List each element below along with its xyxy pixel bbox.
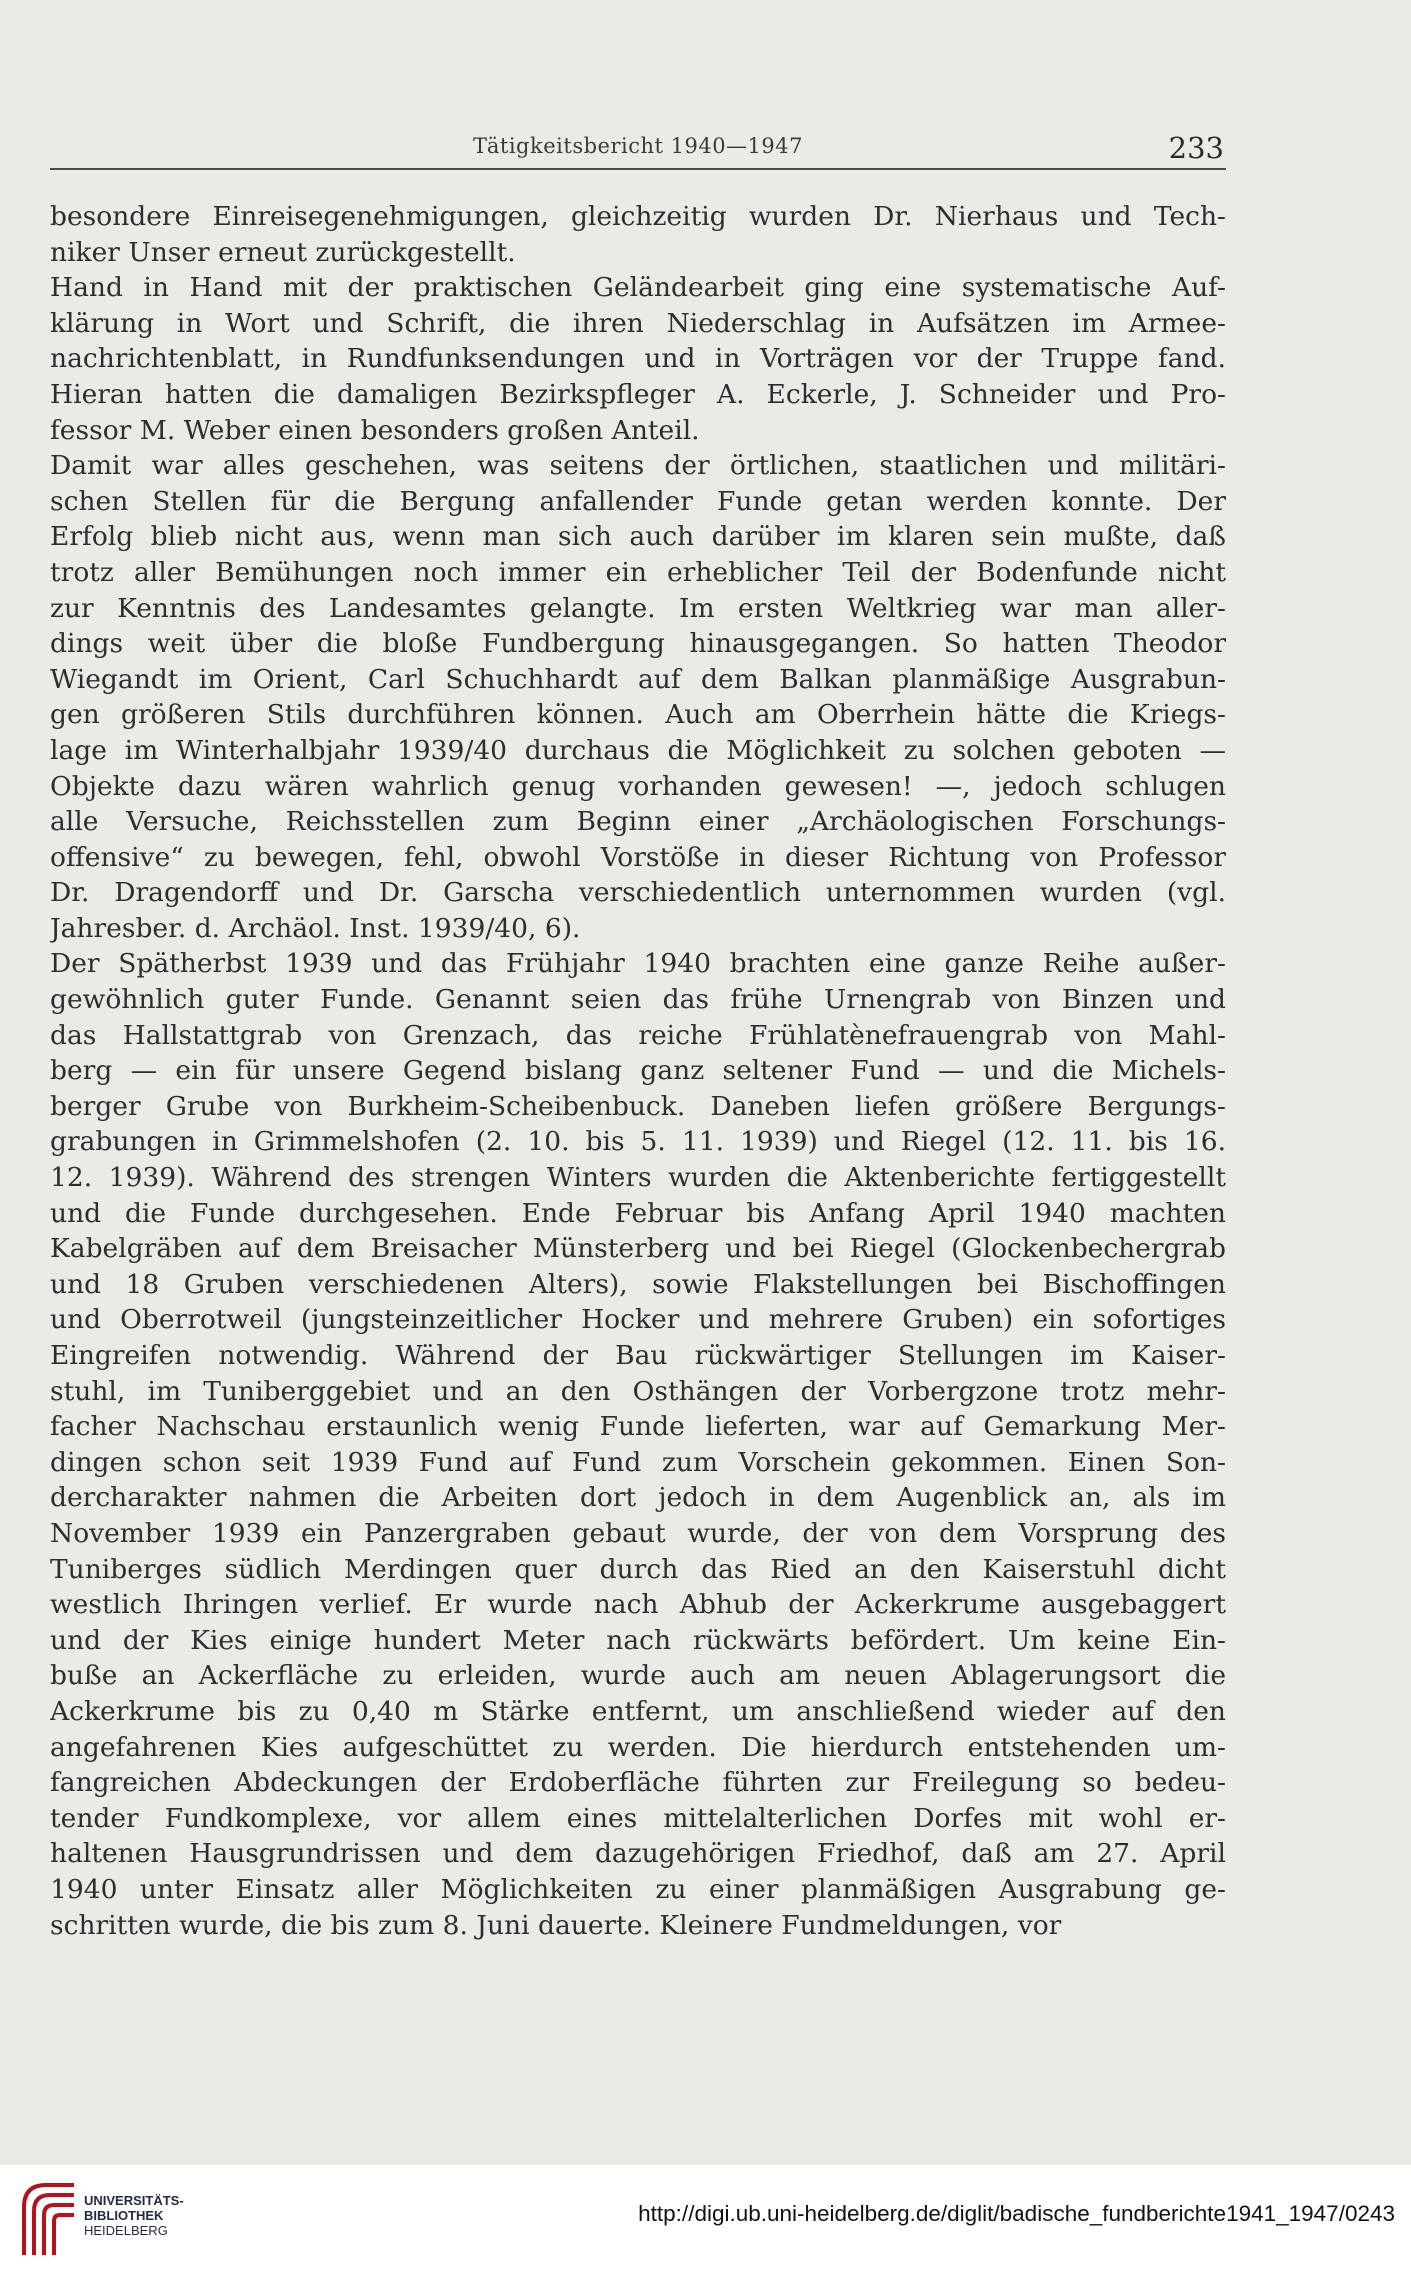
text-line: 1940 unter Einsatz aller Möglichkeiten zu einer planmäßigen Ausgrabung ge- — [50, 1873, 1226, 1905]
text-line: Jahresber. d. Archäol. Inst. 1939/40, 6). — [50, 912, 581, 944]
text-line: Objekte dazu wären wahrlich genug vorhanden gewesen! —, jedoch schlugen — [50, 770, 1226, 802]
text-line: 12. 1939). Während des strengen Winters wurden die Aktenberichte fertiggestellt — [50, 1162, 1226, 1194]
text-line: alle Versuche, Reichsstellen zum Beginn einer „Archäologischen Forschungs- — [50, 806, 1226, 838]
text-line: schritten wurde, die bis zum 8. Juni dauerte. Kleinere Fundmeldungen, vor — [50, 1909, 1062, 1941]
text-line: angefahrenen Kies aufgeschüttet zu werden. Die hierdurch entstehenden um- — [50, 1731, 1226, 1763]
text-line: berg — ein für unsere Gegend bislang ganz seltener Fund — und die Michels- — [50, 1055, 1226, 1087]
text-line: trotz aller Bemühungen noch immer ein erheblicher Teil der Bodenfunde nicht — [50, 556, 1226, 588]
page-number: 233 — [1168, 131, 1224, 165]
text-line: grabungen in Grimmelshofen (2. 10. bis 5. 11. 1939) und Riegel (12. 11. bis 16. — [50, 1126, 1226, 1158]
text-line: Dr. Dragendorff und Dr. Garscha verschiedentlich unternommen wurden (vgl. — [50, 877, 1226, 909]
text-line: das Hallstattgrab von Grenzach, das reiche Frühlatènefrauengrab von Mahl- — [50, 1019, 1226, 1051]
text-line: gen größeren Stils durchführen können. Auch am Oberrhein hätte die Kriegs- — [50, 699, 1226, 731]
text-line: Damit war alles geschehen, was seitens der örtlichen, staatlichen und militäri- — [50, 450, 1226, 482]
paragraph — [50, 270, 1226, 448]
text-line: Eingreifen notwendig. Während der Bau rückwärtiger Stellungen im Kaiser- — [50, 1340, 1226, 1371]
text-line: offensive“ zu bewegen, fehl, obwohl Vorstöße in dieser Richtung von Professor — [50, 841, 1226, 873]
text-line: facher Nachschau erstaunlich wenig Funde lieferten, war auf Gemarkung Mer- — [50, 1411, 1226, 1443]
text-line: besondere Einreisegenehmigungen, gleichzeitig wurden Dr. Nierhaus und Tech- — [50, 201, 1226, 232]
text-line: November 1939 ein Panzergraben gebaut wurde, der von dem Vorsprung des — [50, 1517, 1226, 1549]
text-line: berger Grube von Burkheim-Scheibenbuck. Daneben liefen größere Bergungs- — [50, 1090, 1226, 1122]
text-line: Tuniberges südlich Merdingen quer durch das Ried an den Kaiserstuhl dicht — [50, 1553, 1226, 1585]
running-head — [50, 128, 1226, 170]
source-url-link[interactable]: http://digi.ub.uni-heidelberg.de/diglit/badische_fundberichte1941_1947/0243 — [638, 2201, 1395, 2226]
library-name-line1: UNIVERSITÄTS- — [84, 2193, 184, 2208]
running-title: Tätigkeitsbericht 1940—1947 — [472, 134, 804, 158]
text-line: lage im Winterhalbjahr 1939/40 durchaus die Möglichkeit zu solchen geboten — — [50, 734, 1226, 766]
text-line: dingen schon seit 1939 Fund auf Fund zum Vorschein gekommen. Einen Son- — [50, 1446, 1226, 1478]
text-line: gewöhnlich guter Funde. Genannt seien das frühe Urnengrab von Binzen und — [50, 984, 1226, 1016]
text-line: und die Funde durchgesehen. Ende Februar bis Anfang April 1940 machten — [50, 1197, 1226, 1229]
text-line: Kabelgräben auf dem Breisacher Münsterberg und bei Riegel (Glockenbechergrab — [50, 1233, 1226, 1265]
footer — [0, 2165, 1411, 2273]
text-line: Hieran hatten die damaligen Bezirkspfleger A. Eckerle, J. Schneider und Pro- — [50, 378, 1226, 410]
text-line: und Oberrotweil (jungsteinzeitlicher Hocker und mehrere Gruben) ein sofortiges — [50, 1304, 1226, 1336]
text-line: Der Spätherbst 1939 und das Frühjahr 1940 brachten eine ganze Reihe außer- — [50, 948, 1226, 980]
text-line: Hand in Hand mit der praktischen Geländearbeit ging eine systematische Auf- — [50, 272, 1226, 304]
text-line: dercharakter nahmen die Arbeiten dort jedoch in dem Augenblick an, als im — [50, 1482, 1226, 1514]
text-line: Erfolg blieb nicht aus, wenn man sich auch darüber im klaren sein mußte, daß — [50, 521, 1226, 553]
text-line: haltenen Hausgrundrissen und dem dazugehörigen Friedhof, daß am 27. April — [50, 1838, 1226, 1870]
text-line: tender Fundkomplexe, vor allem eines mittelalterlichen Dorfes mit wohl er- — [50, 1802, 1226, 1834]
text-line: und der Kies einige hundert Meter nach rückwärts befördert. Um keine Ein- — [50, 1624, 1226, 1656]
library-name-line3: HEIDELBERG — [84, 2223, 168, 2238]
text-line: klärung in Wort und Schrift, die ihren Niederschlag in Aufsätzen im Armee- — [50, 307, 1226, 339]
text-line: nachrichtenblatt, in Rundfunksendungen und in Vorträgen vor der Truppe fand. — [50, 343, 1226, 375]
paragraph — [50, 946, 1226, 1943]
text-line: zur Kenntnis des Landesamtes gelangte. Im ersten Weltkrieg war man aller- — [50, 592, 1226, 624]
text-line: Ackerkrume bis zu 0,40 m Stärke entfernt, um anschließend wieder auf den — [50, 1695, 1226, 1727]
text-line: dings weit über die bloße Fundbergung hinausgegangen. So hatten Theodor — [50, 628, 1226, 660]
text-line: Wiegandt im Orient, Carl Schuchhardt auf dem Balkan planmäßige Ausgrabun- — [50, 663, 1226, 695]
text-line: westlich Ihringen verlief. Er wurde nach Abhub der Ackerkrume ausgebaggert — [50, 1589, 1226, 1621]
text-line: und 18 Gruben verschiedenen Alters), sowie Flakstellungen bei Bischoffingen — [50, 1268, 1226, 1300]
text-line: niker Unser erneut zurückgestellt. — [50, 236, 516, 268]
library-name — [84, 2193, 184, 2238]
paragraph — [50, 448, 1226, 946]
library-name-line2: BIBLIOTHEK — [84, 2208, 164, 2223]
text-line: stuhl, im Tuniberggebiet und an den Osthängen der Vorbergzone trotz mehr- — [50, 1375, 1226, 1407]
paragraph — [50, 199, 1226, 270]
body-text — [50, 199, 1226, 1943]
text-line: buße an Ackerfläche zu erleiden, wurde auch am neuen Ablagerungsort die — [50, 1660, 1226, 1692]
text-line: schen Stellen für die Bergung anfallender Funde getan werden konnte. Der — [50, 485, 1226, 517]
text-line: fangreichen Abdeckungen der Erdoberfläche führten zur Freilegung so bedeu- — [50, 1767, 1226, 1799]
ub-heidelberg-logo-icon — [14, 2177, 80, 2257]
text-line: fessor M. Weber einen besonders großen Anteil. — [50, 414, 700, 446]
